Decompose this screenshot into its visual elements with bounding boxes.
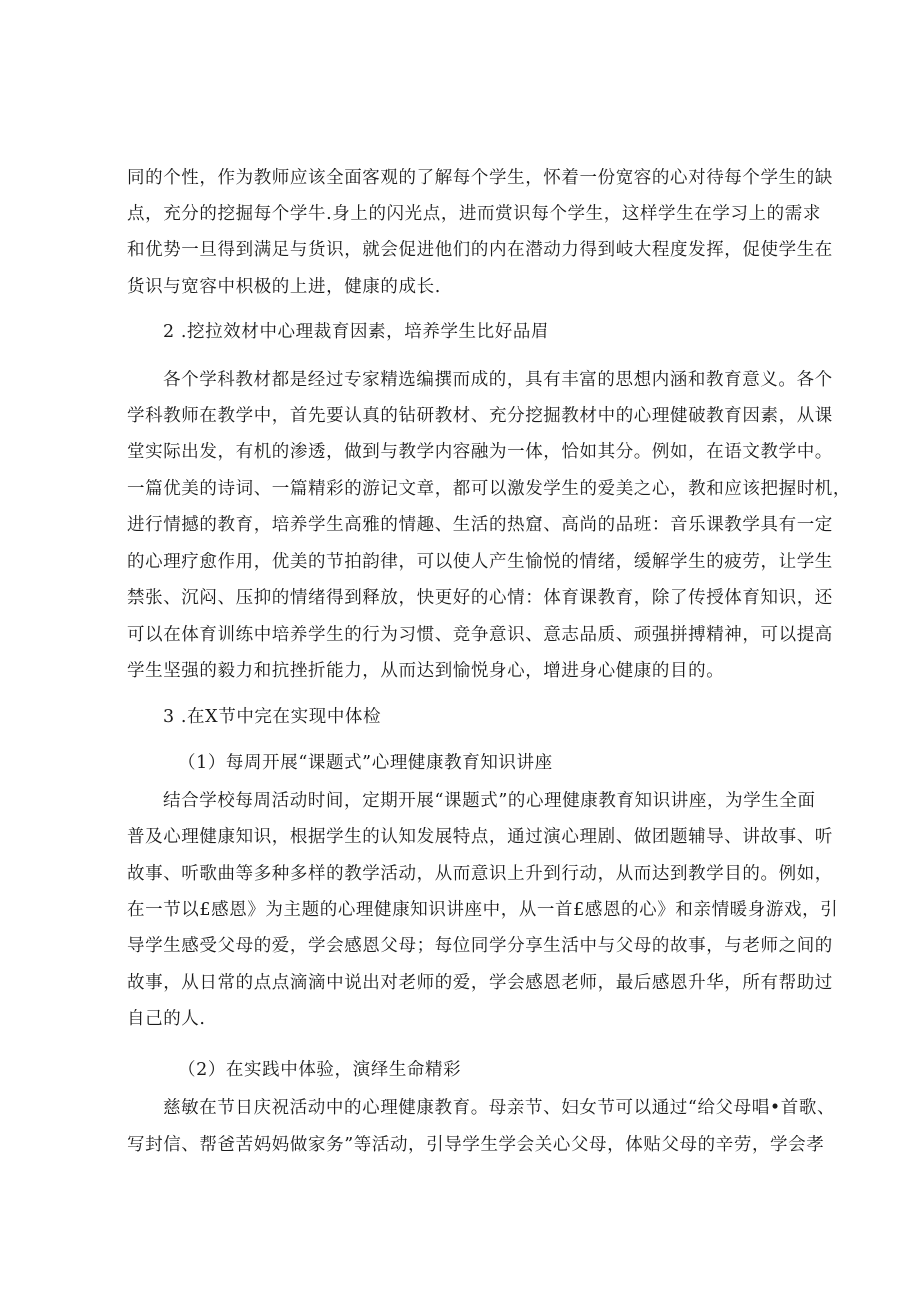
- paragraph-3-line-5: 导学生感受父母的爱，学会感恩父母；每位同学分享生活中与父母的故事，与老师之间的: [127, 936, 833, 956]
- section-heading-3: 3 .在X节中完在实现中体检: [163, 707, 382, 727]
- paragraph-3-line-4: 在一节以£感恩》为主题的心理健康知识讲座中，从一首£感恩的心》和亲情暖身游戏，引: [127, 900, 839, 920]
- paragraph-3-line-3: 故事、听歌曲等多种多样的教学活动，从而意识上升到行动，从而达到教学目的。例如，: [127, 864, 833, 884]
- paragraph-4-line-2: 写封信、帮爸苦妈妈做家务”等活动，引导学生学会关心父母，体贴父母的辛劳，学会孝: [127, 1135, 825, 1155]
- paragraph-3-line-1: 结合学校每周活动时间，定期开展“课题式”的心理健康教育知识讲座，为学生全面: [163, 791, 816, 811]
- paragraph-2-line-8: 可以在体育训练中培养学生的行为习惯、竞争意识、意志品质、顽强拼搏精神，可以提高: [127, 625, 833, 645]
- paragraph-3-line-7: 自己的人.: [127, 1009, 206, 1029]
- paragraph-2-line-5: 进行情撼的教育，培养学生高雅的情趣、生活的热窟、高尚的品班：音乐课教学具有一定: [127, 515, 833, 535]
- paragraph-2-line-6: 的心理疗愈作用，优美的节拍韵律，可以使人产生愉悦的情绪，缓解学生的疲劳，让学生: [127, 552, 833, 572]
- paragraph-4-line-1: 慈敏在节日庆祝活动中的心理健康教育。母亲节、妇女节可以通过“给父母唱•首歌、: [163, 1098, 836, 1118]
- paragraph-2-line-3: 堂实际出发，有机的渗透，做到与教学内容融为一体，恰如其分。例如，在语文教学中。: [127, 442, 833, 462]
- paragraph-2-line-7: 禁张、沉闷、压抑的情绪得到释放，快更好的心情：体育课教育，除了传授体育知识，还: [127, 588, 833, 608]
- paragraph-2-line-1: 各个学科教材都是经过专家精选编撰而成的，具有丰富的思想内涵和教育意义。各个: [163, 370, 833, 390]
- paragraph-1-line-2: 点，充分的挖掘每个学牛.身上的闪光点，进而赏识每个学生，这样学生在学习上的需求: [127, 204, 821, 224]
- subheading-2: （2）在实践中体验，演绎生命精彩: [178, 1060, 462, 1080]
- paragraph-1-line-3: 和优势一旦得到满足与货识，就会促进他们的内在潜动力得到岐大程度发挥，促使学生在: [127, 240, 833, 260]
- section-heading-2: 2 .挖拉效材中心理裁育因素，培养学生比好品眉: [163, 322, 550, 342]
- paragraph-2-line-4: 一篇优美的诗词、一篇精彩的游记文章，都可以激发学生的爱美之心，教和应该把握时机，: [127, 479, 851, 499]
- paragraph-1-line-4: 货识与宽容中枳极的上进，健康的成长.: [127, 277, 441, 297]
- paragraph-3-line-6: 故事，从日常的点点滴滴中说出对老师的爱，学会感恩老师，最后感恩升华，所有帮助过: [127, 973, 833, 993]
- paragraph-3-line-2: 普及心理健康知识，根据学生的认知发展特点，通过演心理剧、做团题辅导、讲故事、听: [127, 827, 833, 847]
- paragraph-1-line-1: 同的个性，作为教师应该全面客观的了解每个学生，怀着一份宽容的心对待每个学生的缺: [127, 168, 833, 188]
- paragraph-2-line-2: 学科教师在教学中，首先要认真的钻研教材、充分挖掘教材中的心理健破教育因素，从课: [127, 406, 833, 426]
- subheading-1: （1）每周开展“课题式”心理健康教育知识讲座: [178, 753, 553, 773]
- paragraph-2-line-9: 学生坚强的毅力和抗挫折能力，从而达到愉悦身心，增进身心健康的目的。: [127, 661, 725, 681]
